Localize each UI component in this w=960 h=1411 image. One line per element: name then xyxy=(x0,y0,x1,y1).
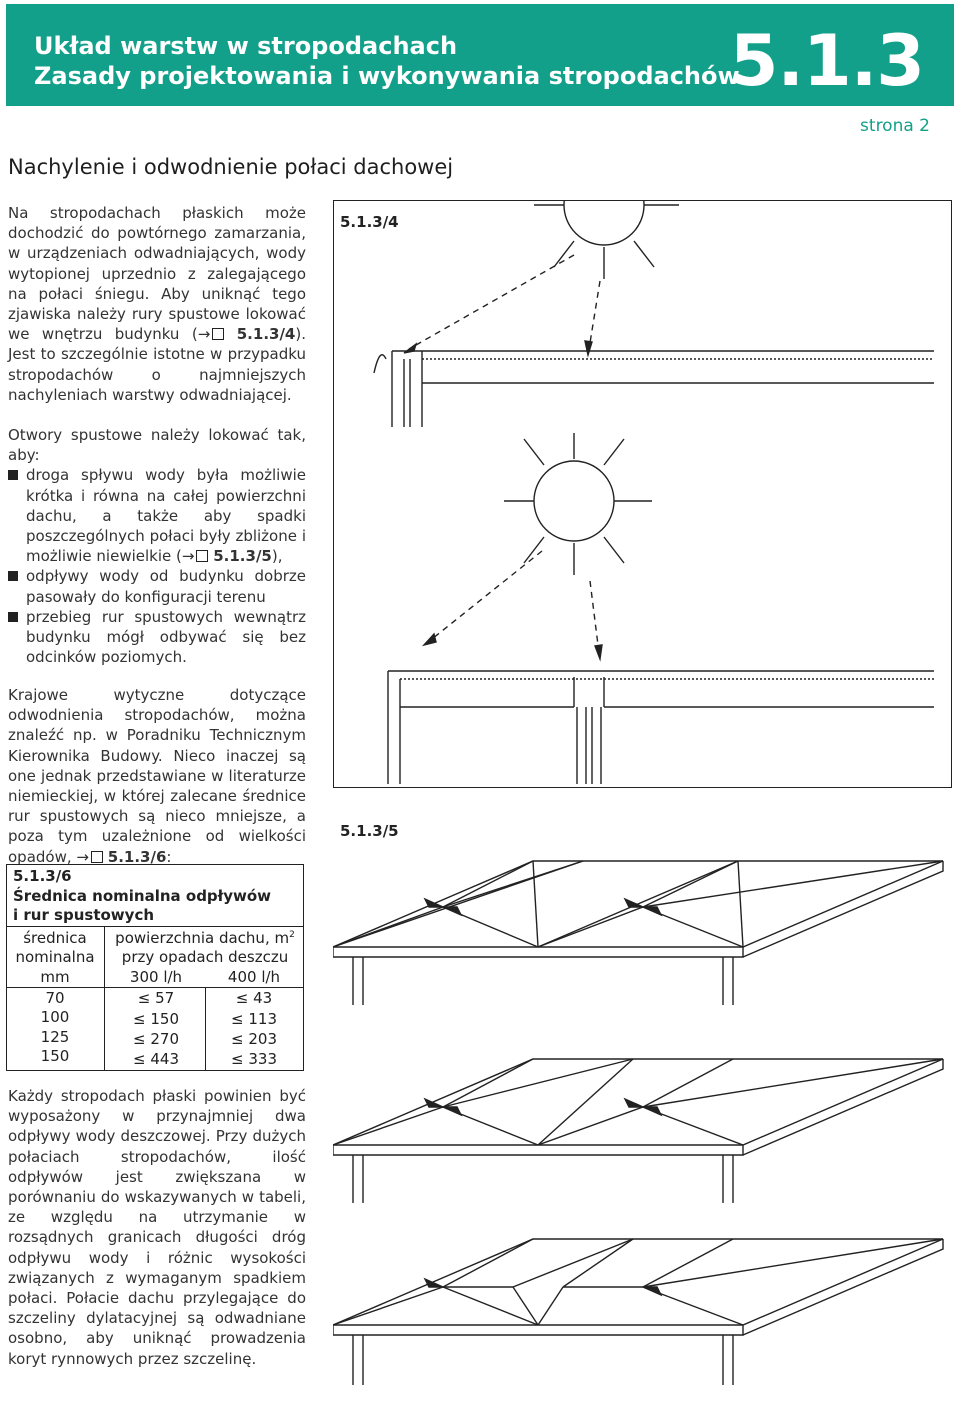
table-col1-header-3: mm xyxy=(40,968,70,986)
table-cell: ≤ 150 xyxy=(133,1010,179,1028)
bullet-text: odpływy wody od budynku dobrze pasowały do konfiguracji terenu xyxy=(26,567,306,606)
table-cell: 150 xyxy=(40,1047,70,1065)
bullet-square-icon xyxy=(8,612,18,622)
table-id: 5.1.3/6 xyxy=(13,867,72,885)
table-divider xyxy=(104,926,105,1070)
table-cell: ≤ 443 xyxy=(133,1050,179,1068)
paragraph-4-text: Każdy stropodach płaski powinien być wyposażony w przynajmniej dwa odpływy wody deszczowej. Przy dużych połaciach stropodachów, ilość odpływów jest zwiększana w porównaniu do wskazywanych w tabeli, ze względu na utrzymanie w rozsądnych granicach długości dróg odpływu wody i różnic wysokości związanych z wymaganym spadkiem połaci. Połacie dachu przylegające do szczeliny dylatacyjnej są odwadniane osobno, aby uniknąć prowadzenia koryt rynnowych przez szczelinę. xyxy=(8,1087,306,1368)
table-col2-header-sup: 2 xyxy=(289,930,295,940)
page-ref-icon xyxy=(196,550,208,562)
bullet-item xyxy=(8,465,306,566)
figure-label-4: 5.1.3/4 xyxy=(340,213,399,231)
table-subheader-300: 300 l/h xyxy=(129,968,183,986)
bullet-square-icon xyxy=(8,571,18,581)
bullet-text: droga spływu wody była możliwie krótka i równa na całej powierzchni dachu, a także aby spadki poszczególnych połaci były zbliżone i możliwie niewielkie ( xyxy=(26,466,306,566)
table-cell: ≤ 333 xyxy=(231,1050,277,1068)
figure-label-5: 5.1.3/5 xyxy=(340,822,399,840)
section-heading: Nachylenie i odwodnienie połaci dachowej xyxy=(8,155,454,179)
paragraph-1 xyxy=(8,203,306,405)
page-ref-icon xyxy=(212,328,224,340)
figure-5-1-3-4 xyxy=(333,200,952,788)
header-banner xyxy=(6,4,954,106)
bullet-text: przebieg rur spustowych wewnątrz budynku mógł odbywać się bez odcinków poziomych. xyxy=(26,607,306,667)
table-cell: ≤ 43 xyxy=(235,989,273,1007)
table-ref-label: 5.1.3/6 xyxy=(107,847,167,866)
table-col2-header-2: przy opadach deszczu xyxy=(121,948,289,966)
table-title-line2: i rur spustowych xyxy=(13,906,155,924)
table-title-line1: Średnica nominalna odpływów xyxy=(13,887,272,905)
section-number: 5.1.3 xyxy=(729,20,924,102)
table-col1-header-1: średnica xyxy=(23,929,87,947)
header-title-line1: Układ warstw w stropodachach xyxy=(34,32,458,60)
table-cell: 100 xyxy=(40,1008,70,1026)
figure-5-1-3-5 xyxy=(333,845,952,1400)
paragraph-3 xyxy=(8,685,306,867)
bullet-tail: ), xyxy=(271,547,283,566)
bullet-square-icon xyxy=(8,470,18,480)
table-divider xyxy=(7,926,303,927)
table-divider xyxy=(7,987,303,988)
sun-icon xyxy=(504,433,652,575)
bullet-item xyxy=(8,607,306,668)
sun-icon xyxy=(534,201,679,279)
paragraph-2 xyxy=(8,425,306,667)
drain-diameter-table xyxy=(6,864,304,1071)
figure-ref[interactable]: → 5.1.3/5 xyxy=(181,547,272,566)
paragraph-1-tail: ). Jest to szczególnie istotne w przypadku stropodachów o najmniejszych nachyleniach warstwy odwadniającej. xyxy=(8,325,306,404)
bullet-item xyxy=(8,566,306,606)
header-title-line2: Zasady projektowania i wykonywania stropodachów xyxy=(34,62,740,90)
paragraph-3-tail: : xyxy=(166,847,172,866)
roof-diagram-1 xyxy=(333,861,943,1005)
table-cell: ≤ 203 xyxy=(231,1030,277,1048)
paragraph-2-intro: Otwory spustowe należy lokować tak, aby: xyxy=(8,426,306,465)
table-cell: 70 xyxy=(45,989,65,1007)
table-ref[interactable]: → 5.1.3/6 xyxy=(76,847,167,866)
table-subheader-400: 400 l/h xyxy=(227,968,281,986)
figure-4-drawing xyxy=(334,201,950,786)
table-cell: ≤ 270 xyxy=(133,1030,179,1048)
table-cell: ≤ 113 xyxy=(231,1010,277,1028)
roof-diagram-3 xyxy=(333,1239,943,1385)
table-cell: ≤ 57 xyxy=(137,989,175,1007)
table-col1-header-2: nominalna xyxy=(15,948,95,966)
paragraph-4 xyxy=(8,1086,306,1369)
roof-diagram-2 xyxy=(333,1059,943,1203)
figure-5-drawing xyxy=(333,845,952,1400)
page-number: strona 2 xyxy=(860,116,930,136)
paragraph-3-text: Krajowe wytyczne dotyczące odwodnienia stropodachów, można znaleźć np. w Poradniku Technicznym Kierownika Budowy. Nieco inaczej są one jednak przedstawiane w literaturze niemieckiej, w której zalecane średnice rur spustowych są nieco mniejsze, a poza tym uzależnione od wielkości opadów, xyxy=(8,686,306,866)
figure-ref-label: 5.1.3/5 xyxy=(213,547,272,566)
figure-ref[interactable]: → 5.1.3/4 xyxy=(197,325,296,344)
table-col2-header-1 xyxy=(107,929,303,947)
figure-ref-label: 5.1.3/4 xyxy=(236,325,296,344)
paragraph-1-text: Na stropodachach płaskich może dochodzić do powtórnego zamarzania, w urządzeniach odwadniających, wody wytopionej uprzednio z zalegającego na połaci śniegu. Aby uniknąć tego zjawiska należy rury spustowe lokować we wnętrzu budynku ( xyxy=(8,204,306,344)
page-ref-icon xyxy=(91,851,103,863)
table-cell: 125 xyxy=(40,1028,70,1046)
table-col2-header-text: powierzchnia dachu, m xyxy=(115,929,290,947)
